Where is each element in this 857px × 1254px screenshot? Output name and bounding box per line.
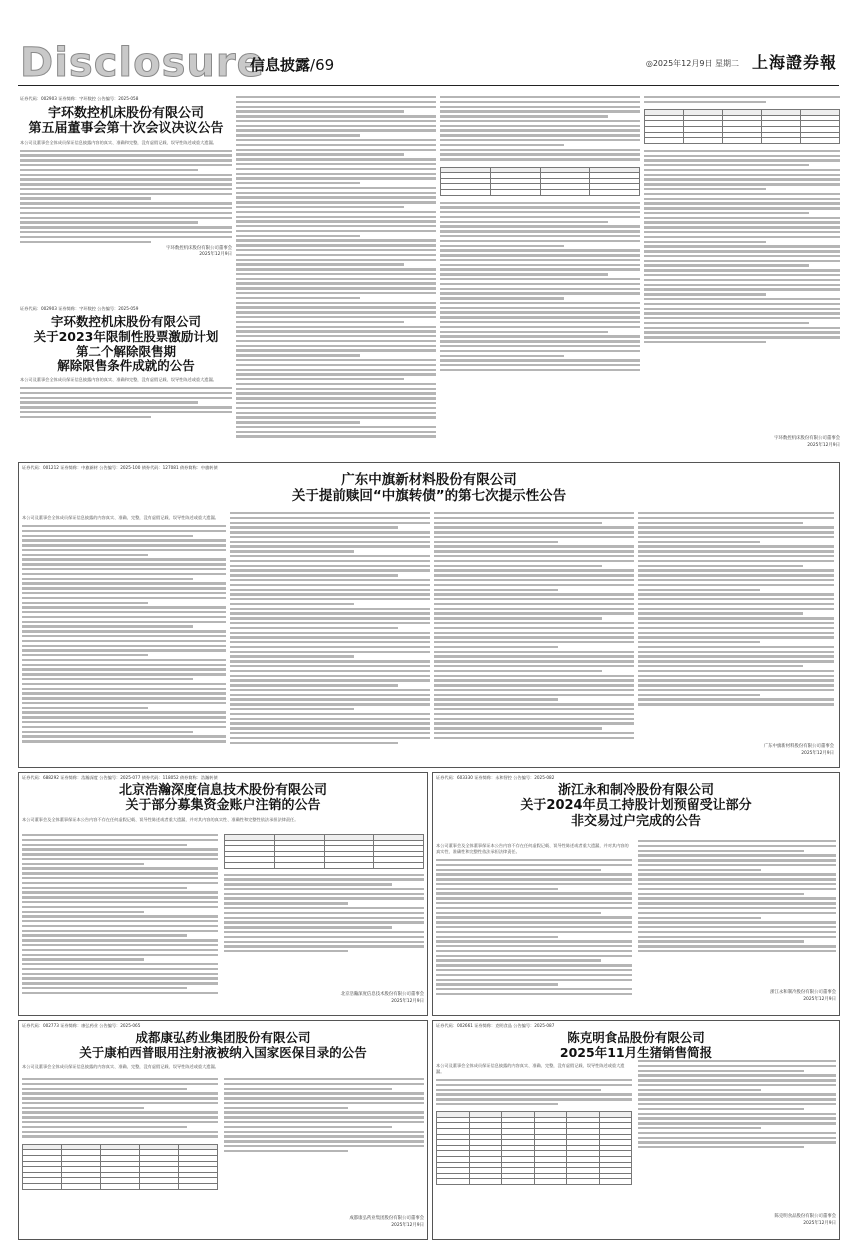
article-chenkeming-column-1 xyxy=(436,1060,632,1236)
article-meta: 证券代码：688292 证券简称：浩瀚深度 公告编号：2025-077 债券代码：118052 债券简称：浩瀚转债 xyxy=(22,775,218,780)
article-zhongqi-column-3 xyxy=(434,512,634,764)
article-title: 关于部分募集资金账户注销的公告 xyxy=(125,798,321,814)
article-yuhuan-incentive-plan xyxy=(20,306,232,456)
masthead xyxy=(18,40,839,86)
article-table xyxy=(224,834,424,869)
article-body xyxy=(440,202,640,372)
article-company: 陈克明食品股份有限公司 xyxy=(567,1030,705,1045)
article-body xyxy=(436,1079,632,1105)
page-number: /69 xyxy=(310,56,335,74)
article-meta: 证券代码：001212 证券简称：中旗新材 公告编号：2025-100 债券代码：127081 债券简称：中旗转债 xyxy=(22,465,218,470)
article-body xyxy=(22,525,226,743)
article-body xyxy=(224,1078,424,1152)
article-company: 浙江永和制冷股份有限公司 xyxy=(557,783,714,798)
article-company: 宇环数控机床股份有限公司 xyxy=(50,314,201,329)
article-date: 2025年12月9日 xyxy=(803,1221,836,1226)
article-body xyxy=(20,387,232,418)
article-notice: 本公司董事会及全体董事保证本公告内容不存在任何虚假记载、误导性陈述或者重大遗漏，并对其内容的真实性、准确性和完整性依法承担法律责任。 xyxy=(22,816,299,822)
article-body xyxy=(20,150,232,243)
section-title xyxy=(250,54,334,75)
article-kanghong-column-1 xyxy=(22,1078,218,1236)
article-title: 关于康柏西普眼用注射液被纳入国家医保目录的公告 xyxy=(79,1044,367,1060)
article-body xyxy=(230,512,430,744)
article-zhongqi-column-1 xyxy=(22,512,226,764)
article-meta: 证券代码：603330 证券简称：永和智控 公告编号：2025-082 xyxy=(436,775,555,780)
article-notice: 本公司及董事会全体成员保证信息披露的内容真实、准确、完整，没有虚假记载、误导性陈述或重大遗漏。 xyxy=(22,515,219,520)
article-body xyxy=(22,834,218,994)
article-kanghong-column-2 xyxy=(224,1078,424,1236)
article-date: 2025年12月9日 xyxy=(807,443,840,448)
section-name: 信息披露 xyxy=(250,56,311,74)
article-body xyxy=(638,840,836,952)
article-company: 广东中旗新材料股份有限公司 xyxy=(341,472,517,488)
article-title-line1: 关于2023年限制性股票激励计划 xyxy=(33,328,219,344)
article-body xyxy=(644,150,840,344)
article-table xyxy=(436,1111,632,1185)
article-haohan-column-2 xyxy=(224,834,424,1010)
article-table xyxy=(644,109,840,144)
article-title: 2025年11月生猪销售简报 xyxy=(559,1044,713,1060)
article-date: 2025年12月9日 xyxy=(391,999,424,1004)
article-body xyxy=(22,1078,218,1138)
article-haohan-column-1 xyxy=(22,834,218,1010)
article-company: 北京浩瀚深度信息技术股份有限公司 xyxy=(118,783,327,798)
article-yuhuan-body-column-2 xyxy=(236,96,436,456)
article-yuhuan-board-resolution xyxy=(20,96,232,301)
article-company: 成都康弘药业集团股份有限公司 xyxy=(135,1030,311,1045)
article-body xyxy=(434,512,634,739)
article-signature: 宇环数控机床股份有限公司董事会 xyxy=(166,245,232,251)
article-meta: 证券代码：002903 证券简称：宇环数控 公告编号：2025-059 xyxy=(20,306,139,311)
article-meta: 证券代码：002661 证券简称：克明食品 公告编号：2025-087 xyxy=(436,1023,555,1028)
newspaper-logo: 上海證券報 xyxy=(751,53,837,72)
article-meta: 证券代码：002903 证券简称：宇环数控 公告编号：2025-058 xyxy=(20,96,139,101)
issue-date: ◎2025年12月9日 星期二 xyxy=(645,59,739,68)
article-signature: 广东中旗新材料股份有限公司董事会 xyxy=(763,744,834,749)
article-zhongqi-column-4 xyxy=(638,512,834,764)
article-body xyxy=(638,512,834,706)
article-notice: 本公司及董事会全体成员保证信息披露的内容真实、准确、完整，没有虚假记载、误导性陈述或重大遗漏。 xyxy=(436,1063,625,1074)
article-body xyxy=(644,96,840,103)
article-chenkeming-column-2 xyxy=(638,1060,836,1236)
article-signature: 宇环数控机床股份有限公司董事会 xyxy=(774,436,840,441)
article-company: 宇环数控机床股份有限公司 xyxy=(47,106,204,121)
article-title-line2: 非交易过户完成的公告 xyxy=(570,813,701,829)
article-body xyxy=(224,874,424,953)
article-body xyxy=(236,96,436,438)
article-yuhuan-body-column-4 xyxy=(644,96,840,456)
article-title-line3: 解除限售条件成就的公告 xyxy=(57,358,195,374)
article-body xyxy=(440,96,640,161)
article-title: 第五届董事会第十次会议决议公告 xyxy=(28,121,224,137)
article-yonghe-column-2 xyxy=(638,840,836,1010)
article-date: 2025年12月9日 xyxy=(803,997,836,1002)
article-notice: 本公司及董事会全体成员保证信息披露内容的真实、准确和完整，没有虚假记载、误导性陈述或重大遗漏。 xyxy=(20,377,217,382)
masthead-brand: Disclosure xyxy=(20,40,265,86)
article-notice: 本公司及董事会全体成员保证信息披露内容的真实、准确和完整，没有虚假记载、误导性陈述或重大遗漏。 xyxy=(20,139,217,145)
article-meta: 证券代码：002773 证券简称：康弘药业 公告编号：2025-065 xyxy=(22,1023,141,1028)
article-yonghe-column-1 xyxy=(436,840,632,1010)
article-signature: 陈克明食品股份有限公司董事会 xyxy=(774,1214,836,1219)
article-notice: 本公司董事会及全体董事保证本公告内容不存在任何虚假记载、误导性陈述或者重大遗漏，并对其内容的真实性、准确性和完整性依法承担法律责任。 xyxy=(436,843,629,854)
article-date: 2025年12月9日 xyxy=(199,252,232,258)
article-zhongqi-column-2 xyxy=(230,512,430,764)
article-table xyxy=(22,1144,218,1190)
article-signature: 成都康弘药业集团股份有限公司董事会 xyxy=(349,1216,424,1221)
article-body xyxy=(436,859,632,995)
article-yuhuan-body-column-3 xyxy=(440,96,640,456)
article-title-line1: 关于2024年员工持股计划预留受让部分 xyxy=(520,798,752,814)
article-signature: 浙江永和制冷股份有限公司董事会 xyxy=(770,990,836,995)
article-title: 关于提前赎回“中旗转债”的第七次提示性公告 xyxy=(291,487,567,504)
article-title-line2: 第二个解除限售期 xyxy=(75,343,176,359)
article-table xyxy=(440,167,640,196)
article-date: 2025年12月9日 xyxy=(801,751,834,756)
article-date: 2025年12月9日 xyxy=(391,1223,424,1228)
article-signature: 北京浩瀚深度信息技术股份有限公司董事会 xyxy=(340,992,424,997)
article-notice: 本公司及董事会全体成员保证信息披露的内容真实、准确、完整，没有虚假记载、误导性陈述或重大遗漏。 xyxy=(22,1063,219,1069)
article-body xyxy=(638,1060,836,1148)
